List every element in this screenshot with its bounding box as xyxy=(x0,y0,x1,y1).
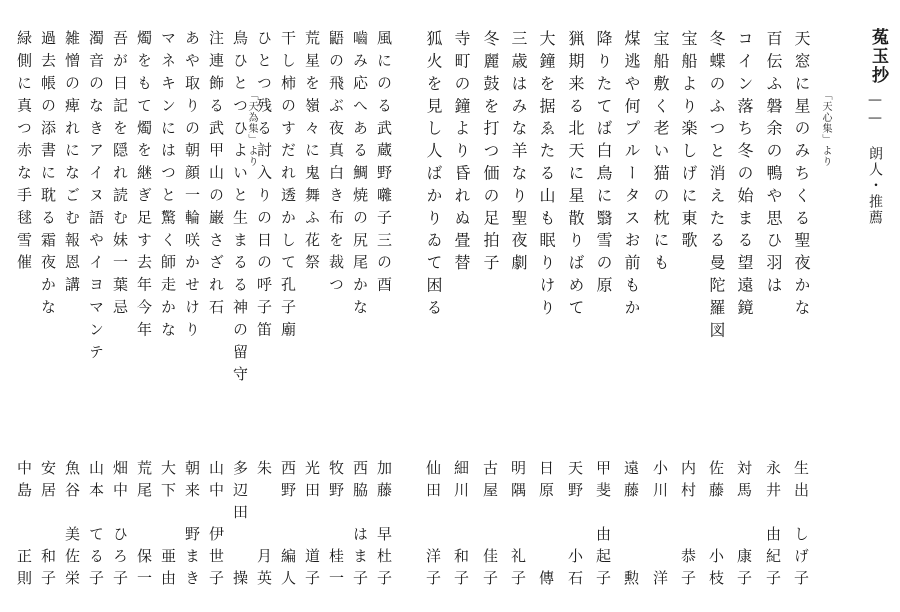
author-family-name: 天野 xyxy=(566,460,584,504)
author-family-name: 生出 xyxy=(792,460,810,504)
haiku-line: 過去帳の添書に耽る霜夜かな xyxy=(39,30,57,322)
haiku-line: 百伝ふ磐余の鴨や思ひ羽は xyxy=(764,30,783,299)
haiku-line: マネキンにはつと驚く師走かな xyxy=(159,30,177,344)
author-name xyxy=(136,460,151,592)
author-family-name: 加藤 xyxy=(375,460,393,504)
source-tenshin: 「天心集」より xyxy=(820,90,831,167)
haiku-line: 吾が日記を隠れ読む妹一葉忌 xyxy=(111,30,129,322)
haiku-line: 冬蝶のふつと消えたる曼陀羅図 xyxy=(707,30,726,344)
haiku-line: 鼯の飛ぶ夜真白き布を裁つ xyxy=(327,30,345,299)
author-family-name: 細川 xyxy=(452,460,470,504)
author-given-name: 伊世子 xyxy=(207,526,225,592)
author-name xyxy=(595,460,610,592)
haiku-line: 鳥ひとつひよいと生まるる神の留守 xyxy=(231,30,249,389)
author-name xyxy=(328,460,343,592)
author-name xyxy=(64,460,79,592)
author-name xyxy=(793,460,808,592)
author-name xyxy=(623,460,638,592)
haiku-line: 天窓に星のみちくる聖夜かな xyxy=(792,30,811,322)
author-name xyxy=(680,460,695,592)
author-given-name: 和子 xyxy=(452,548,470,592)
haiku-line: 風にのる武蔵野囃子三の酉 xyxy=(375,30,393,299)
haiku-line: 煤逃や何プルータスお前もか xyxy=(622,30,641,322)
author-family-name: 甲斐 xyxy=(594,460,612,504)
author-given-name: 小枝 xyxy=(707,548,725,592)
author-given-name: 佳子 xyxy=(481,548,499,592)
haiku-line: あや取りの朝顔一輪咲かせけり xyxy=(183,30,201,344)
author-given-name: 月英 xyxy=(255,548,273,592)
page-title: 菟玉抄 xyxy=(868,28,888,85)
author-name xyxy=(567,460,582,592)
author-given-name: 和子 xyxy=(39,548,57,592)
author-family-name: 遠藤 xyxy=(622,460,640,504)
author-family-name: 荒尾 xyxy=(135,460,153,504)
author-family-name: 朱 xyxy=(255,460,273,482)
author-name xyxy=(376,460,391,592)
haiku-line: 狐火を見し人ばかりゐて困る xyxy=(424,30,443,322)
author-name xyxy=(16,460,31,592)
author-name xyxy=(538,460,553,592)
author-family-name: 大下 xyxy=(159,460,177,504)
author-family-name: 佐藤 xyxy=(707,460,725,504)
author-given-name: 恭子 xyxy=(679,548,697,592)
author-family-name: 山本 xyxy=(87,460,105,504)
author-family-name: 西野 xyxy=(279,460,297,504)
author-name xyxy=(88,460,103,592)
haiku-line: 注連飾る武甲山の巌さざれ石 xyxy=(207,30,225,322)
author-name xyxy=(652,460,667,592)
author-given-name: 小石 xyxy=(566,548,584,592)
haiku-line: 干し柿のすだれ透かして孔子廟 xyxy=(279,30,297,344)
author-given-name: 洋子 xyxy=(424,548,442,592)
author-family-name: 多辺田 xyxy=(231,460,249,526)
author-name xyxy=(453,460,468,592)
author-given-name: 保一 xyxy=(135,548,153,592)
author-given-name: 亜由 xyxy=(159,548,177,592)
author-given-name: 勲 xyxy=(622,570,640,592)
author-family-name: 牧野 xyxy=(327,460,345,504)
author-name xyxy=(482,460,497,592)
author-given-name: 礼子 xyxy=(509,548,527,592)
author-family-name: 畑中 xyxy=(111,460,129,504)
author-given-name: はま子 xyxy=(351,526,369,592)
author-name xyxy=(112,460,127,592)
haiku-line: 三歳はみな羊なり聖夜劇 xyxy=(509,30,528,277)
author-name xyxy=(232,460,247,592)
author-given-name: 早杜子 xyxy=(375,526,393,592)
author-given-name: 康子 xyxy=(735,548,753,592)
haiku-line: コイン落ち冬の始まる望遠鏡 xyxy=(735,30,754,322)
author-given-name: 桂一 xyxy=(327,548,345,592)
author-name xyxy=(160,460,175,592)
author-family-name: 小川 xyxy=(651,460,669,504)
author-name xyxy=(765,460,780,592)
author-name xyxy=(208,460,223,592)
author-family-name: 永井 xyxy=(764,460,782,504)
haiku-line: 緑側に真つ赤な手毬雪催 xyxy=(15,30,33,277)
haiku-line: 冬麗鼓を打つ価の足拍子 xyxy=(481,30,500,277)
author-name xyxy=(510,460,525,592)
author-given-name: 道子 xyxy=(303,548,321,592)
author-family-name: 光田 xyxy=(303,460,321,504)
haiku-line: 嚙み応へある鯛焼の尻尾かな xyxy=(351,30,369,322)
author-name xyxy=(280,460,295,592)
source-tenisha: 「天為集」より xyxy=(246,90,257,167)
author-family-name: 朝来 xyxy=(183,460,201,504)
author-name xyxy=(304,460,319,592)
haiku-line: 降りたてば白鳥に翳雪の原 xyxy=(594,30,613,299)
author-given-name: 由紀子 xyxy=(764,526,782,592)
author-given-name: てる子 xyxy=(87,526,105,592)
author-given-name: ひろ子 xyxy=(111,526,129,592)
author-family-name: 日原 xyxy=(537,460,555,504)
author-given-name: 由起子 xyxy=(594,526,612,592)
haiku-line: 荒星を嶺々に鬼舞ふ花祭 xyxy=(303,30,321,277)
author-name xyxy=(425,460,440,592)
haiku-line: 寺町の鐘より昏れぬ畳替 xyxy=(452,30,471,277)
haiku-line: 宝船敷く老い猫の枕にも xyxy=(651,30,670,277)
author-family-name: 対馬 xyxy=(735,460,753,504)
haiku-line: 雑憎の痺れになごむ報恩講 xyxy=(63,30,81,299)
author-family-name: 仙田 xyxy=(424,460,442,504)
author-family-name: 魚谷 xyxy=(63,460,81,504)
author-name xyxy=(708,460,723,592)
haiku-line: 濁音のなきアイヌ語やイヨマンテ xyxy=(87,30,105,366)
haiku-line: ひとつ残る討入りの日の呼子笛 xyxy=(255,30,273,344)
author-family-name: 西脇 xyxy=(351,460,369,504)
author-family-name: 安居 xyxy=(39,460,57,504)
page-subtitle: —— 朗人・推薦 xyxy=(867,92,883,226)
author-given-name: 傳 xyxy=(537,570,555,592)
author-given-name: 正則 xyxy=(15,548,33,592)
author-name xyxy=(256,460,271,592)
haiku-line: 大鐘を据ゑたる山も眠りけり xyxy=(537,30,556,322)
author-given-name: 美佐栄 xyxy=(63,526,81,592)
author-name xyxy=(184,460,199,592)
haiku-line: 宝船より楽しげに東歌 xyxy=(679,30,698,254)
author-name xyxy=(40,460,55,592)
author-name xyxy=(736,460,751,592)
author-given-name: 操 xyxy=(231,570,249,592)
author-family-name: 山中 xyxy=(207,460,225,504)
author-family-name: 中島 xyxy=(15,460,33,504)
author-family-name: 内村 xyxy=(679,460,697,504)
author-given-name: 洋 xyxy=(651,570,669,592)
haiku-line: 燭をもて燭を継ぎ足す去年今年 xyxy=(135,30,153,344)
author-given-name: しげ子 xyxy=(792,526,810,592)
author-given-name: 編人 xyxy=(279,548,297,592)
author-family-name: 古屋 xyxy=(481,460,499,504)
haiku-line: 猟期来る北天に星散りばめて xyxy=(566,30,585,322)
author-family-name: 明隅 xyxy=(509,460,527,504)
author-name xyxy=(352,460,367,592)
author-given-name: 野まき xyxy=(183,526,201,592)
